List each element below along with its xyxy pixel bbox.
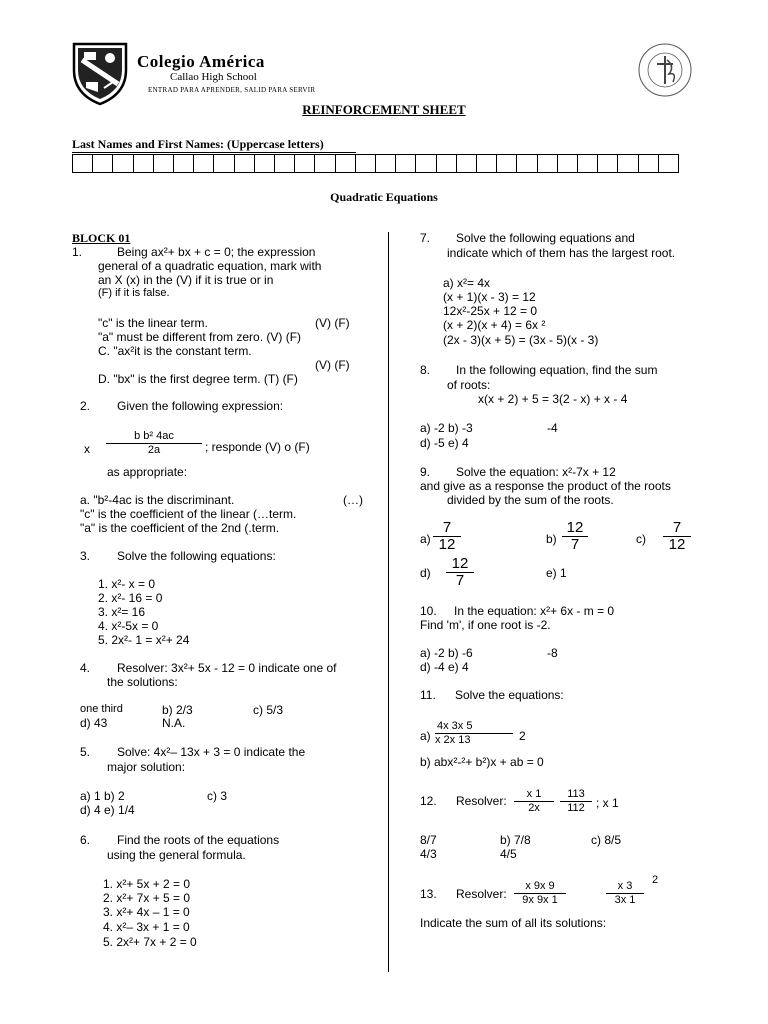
q9-line3: divided by the sum of the roots.: [447, 493, 614, 507]
q12-answer-1: 8/7: [420, 833, 437, 847]
q11-option-a-label: a): [420, 729, 431, 743]
q6-line2: using the general formula.: [107, 848, 246, 862]
column-divider: [388, 232, 389, 972]
names-letter-grid[interactable]: [72, 154, 679, 173]
letter-box[interactable]: [517, 155, 537, 172]
q6-item-3: 3. x²+ 4x – 1 = 0: [103, 905, 190, 919]
q2-option-b: "c" is the coefficient of the linear (…term.: [80, 507, 297, 521]
q13-f1-denominator: 9x 9x 1: [522, 894, 558, 906]
letter-box[interactable]: [416, 155, 436, 172]
letter-box[interactable]: [578, 155, 598, 172]
letter-box[interactable]: [659, 155, 678, 172]
q8-number: 8.: [420, 363, 431, 377]
q13-text: Indicate the sum of all its solutions:: [420, 916, 607, 930]
school-crest-logo: [70, 40, 130, 106]
q9-option-d-fraction: [446, 556, 474, 589]
q9-c-numerator: 7: [663, 520, 691, 537]
q6-item-4: 4. x²– 3x + 1 = 0: [103, 920, 190, 934]
q7-line1: Solve the following equations and: [456, 231, 635, 245]
letter-box[interactable]: [639, 155, 659, 172]
q9-option-a-label: a): [420, 532, 431, 546]
q2-number: 2.: [80, 399, 91, 413]
q8-options-ab: a) -2 b) -3: [420, 421, 473, 435]
q13-f2-denominator: 3x 1: [614, 894, 636, 906]
q2-option-c: "a" is the coefficient of the 2nd (.term.: [80, 521, 280, 535]
school-subtitle: Callao High School: [170, 71, 257, 83]
q1-option-c: C. "ax²it is the constant term.: [98, 344, 252, 358]
q12-f1-numerator: x 1: [514, 788, 554, 802]
q12-answer-5: 4/5: [500, 847, 517, 861]
letter-box[interactable]: [113, 155, 133, 172]
q8-line1: In the following equation, find the sum: [456, 363, 658, 377]
q3-item-2: 2. x²- 16 = 0: [98, 591, 163, 605]
q7-item-d: (x + 2)(x + 4) = 6x ²: [443, 318, 546, 332]
q11-number: 11.: [420, 688, 436, 702]
q9-option-b-label: b): [546, 532, 557, 546]
q5-options-ab: a) 1 b) 2: [80, 789, 125, 803]
q4-option-d: d) 43: [80, 716, 108, 730]
q5-options-de: d) 4 e) 1/4: [80, 803, 135, 817]
q8-equation: x(x + 2) + 5 = 3(2 - x) + x - 4: [478, 392, 628, 406]
q3-item-1: 1. x²- x = 0: [98, 577, 156, 591]
letter-box[interactable]: [255, 155, 275, 172]
q8-options-de: d) -5 e) 4: [420, 436, 469, 450]
q4-number: 4.: [80, 661, 91, 675]
q7-line2: indicate which of them has the largest root.: [447, 246, 676, 260]
q11-a-numerator: 4x 3x 5: [435, 720, 513, 734]
letter-box[interactable]: [134, 155, 154, 172]
q13-f2-numerator: x 3: [606, 880, 644, 894]
q11-a-rhs: 2: [519, 729, 526, 743]
letter-box[interactable]: [376, 155, 396, 172]
q11-a-denominator: x 2x 13: [435, 734, 471, 746]
q2-respond: ; responde (V) o (F): [205, 440, 310, 454]
q9-line1: Solve the equation: x²-7x + 12: [456, 465, 616, 479]
block-heading: BLOCK 01: [72, 231, 131, 245]
q6-number: 6.: [80, 833, 91, 847]
letter-box[interactable]: [598, 155, 618, 172]
q13-exponent: 2: [652, 874, 659, 886]
q1-line4: (F) if it is false.: [98, 287, 170, 299]
q13-number: 13.: [420, 887, 437, 901]
q5-number: 5.: [80, 745, 91, 759]
sheet-title: REINFORCEMENT SHEET: [302, 102, 466, 117]
q7-number: 7.: [420, 231, 431, 245]
q9-b-denominator: 7: [570, 536, 580, 553]
q1-option-d: D. "bx" is the first degree term. (T) (F): [98, 372, 298, 386]
quadratic-formula-denominator: 2a: [147, 444, 161, 456]
q9-a-numerator: 7: [433, 520, 461, 537]
q9-option-c-fraction: [663, 520, 691, 553]
q1-option-a: "c" is the linear term.: [98, 316, 208, 330]
q9-line2: and give as a response the product of the roots: [420, 479, 671, 493]
letter-box[interactable]: [73, 155, 93, 172]
q7-item-e: (2x - 3)(x + 5) = (3x - 5)(x - 3): [443, 333, 599, 347]
q5-option-c: c) 3: [207, 789, 228, 803]
q6-item-2: 2. x²+ 7x + 5 = 0: [103, 891, 191, 905]
q9-option-a-fraction: [433, 520, 461, 553]
letter-box[interactable]: [477, 155, 497, 172]
q2-option-a: a. "b²-4ac is the discriminant.: [80, 493, 235, 507]
q12-answer-3: c) 8/5: [591, 833, 622, 847]
q3-item-3: 3. x²= 16: [98, 605, 146, 619]
letter-box[interactable]: [396, 155, 416, 172]
q10-line2: Find 'm', if one root is -2.: [420, 618, 551, 632]
q1-option-b: "a" must be different from zero. (V) (F): [98, 330, 302, 344]
letter-box[interactable]: [235, 155, 255, 172]
q2-formula-x: x: [84, 442, 90, 456]
q6-item-1: 1. x²+ 5x + 2 = 0: [103, 877, 191, 891]
q5-line1: Solve: 4x²– 13x + 3 = 0 indicate the: [117, 745, 306, 759]
q12-answer-2: b) 7/8: [500, 833, 531, 847]
q7-item-c: 12x²-25x + 12 = 0: [443, 304, 538, 318]
letter-box[interactable]: [93, 155, 113, 172]
letter-box[interactable]: [214, 155, 234, 172]
q12-answer-4: 4/3: [420, 847, 437, 861]
q7-item-a: a) x²= 4x: [443, 276, 491, 290]
q9-option-c-label: c): [636, 532, 646, 546]
letter-box[interactable]: [457, 155, 477, 172]
q1-option-a-vf[interactable]: (V) (F): [315, 316, 350, 330]
q8-line2: of roots:: [447, 378, 491, 392]
q13-fraction-2: [606, 880, 644, 907]
q12-number: 12.: [420, 794, 437, 808]
q12-f2-numerator: 113: [560, 788, 592, 802]
letter-box[interactable]: [356, 155, 376, 172]
q6-line1: Find the roots of the equations: [117, 833, 280, 847]
q12-f2-denominator: 112: [567, 802, 585, 814]
q9-d-denominator: 7: [455, 572, 465, 589]
quadratic-formula-numerator: b b² 4ac: [106, 430, 202, 444]
q6-item-5: 5. 2x²+ 7x + 2 = 0: [103, 935, 197, 949]
letter-box[interactable]: [497, 155, 517, 172]
school-name: Colegio América: [137, 52, 265, 71]
q9-d-numerator: 12: [446, 556, 474, 573]
q9-c-denominator: 12: [668, 536, 686, 553]
topic-subtitle: Quadratic Equations: [330, 190, 438, 204]
q10-options-de: d) -4 e) 4: [420, 660, 469, 674]
names-underline: [72, 152, 356, 153]
q1-option-c-vf[interactable]: (V) (F): [315, 358, 350, 372]
q9-option-e: e) 1: [546, 566, 567, 580]
letter-box[interactable]: [295, 155, 315, 172]
q3-item-4: 4. x²-5x = 0: [98, 619, 159, 633]
letter-box[interactable]: [437, 155, 457, 172]
q8-option-c: -4: [547, 421, 558, 435]
q1-line3: an X (x) in the (V) if it is true or in: [98, 273, 274, 287]
q11-text: Solve the equations:: [455, 688, 564, 702]
q1-number: 1.: [72, 245, 83, 259]
school-motto: ENTRAD PARA APRENDER, SALID PARA SERVIR: [148, 86, 316, 94]
letter-box[interactable]: [538, 155, 558, 172]
letter-box[interactable]: [154, 155, 174, 172]
letter-box[interactable]: [194, 155, 214, 172]
q9-number: 9.: [420, 465, 431, 479]
names-label: Last Names and First Names: (Uppercase letters): [72, 137, 324, 151]
q11-a-fraction: [435, 720, 513, 747]
q11-option-b: b) abx²-²+ b²)x + ab = 0: [420, 755, 544, 769]
q12-fraction-1: [514, 788, 554, 815]
methodist-seal-icon: [637, 42, 693, 98]
q2-appropriate: as appropriate:: [107, 465, 188, 479]
q13-fraction-1: [514, 880, 566, 907]
q2-text: Given the following expression:: [117, 399, 284, 413]
q10-options-ab: a) -2 b) -6: [420, 646, 473, 660]
letter-box[interactable]: [558, 155, 578, 172]
letter-box[interactable]: [315, 155, 335, 172]
q12-f1-denominator: 2x: [528, 802, 540, 814]
q9-b-numerator: 12: [562, 520, 588, 537]
letter-box[interactable]: [336, 155, 356, 172]
q9-a-denominator: 12: [438, 536, 456, 553]
q4-line2: the solutions:: [107, 675, 178, 689]
q9-option-b-fraction: [562, 520, 588, 553]
quadratic-formula: [106, 430, 202, 457]
q9-option-d-label: d): [420, 566, 431, 580]
letter-box[interactable]: [275, 155, 295, 172]
q13-label: Resolver:: [456, 887, 507, 901]
q3-number: 3.: [80, 549, 91, 563]
q12-tail: ; x 1: [596, 796, 619, 810]
q5-line2: major solution:: [107, 760, 186, 774]
q4-option-a: one third: [80, 703, 123, 715]
q10-number: 10.: [420, 604, 437, 618]
q4-option-e: N.A.: [162, 716, 186, 730]
q3-text: Solve the following equations:: [117, 549, 276, 563]
q13-f1-numerator: x 9x 9: [514, 880, 566, 894]
q12-label: Resolver:: [456, 794, 507, 808]
q1-line2: general of a quadratic equation, mark with: [98, 259, 322, 273]
q10-line1: In the equation: x²+ 6x - m = 0: [454, 604, 615, 618]
letter-box[interactable]: [174, 155, 194, 172]
q12-fraction-2: [560, 788, 592, 815]
q3-item-5: 5. 2x²- 1 = x²+ 24: [98, 633, 190, 647]
letter-box[interactable]: [618, 155, 638, 172]
q7-item-b: (x + 1)(x - 3) = 12: [443, 290, 536, 304]
q4-option-c: c) 5/3: [253, 703, 284, 717]
q1-line1: Being ax²+ bx + c = 0; the expression: [117, 245, 316, 259]
q4-line1: Resolver: 3x²+ 5x - 12 = 0 indicate one of: [117, 661, 337, 675]
q4-option-b: b) 2/3: [162, 703, 193, 717]
q10-option-c: -8: [547, 646, 558, 660]
q2-option-a-mark[interactable]: (…): [343, 493, 363, 507]
